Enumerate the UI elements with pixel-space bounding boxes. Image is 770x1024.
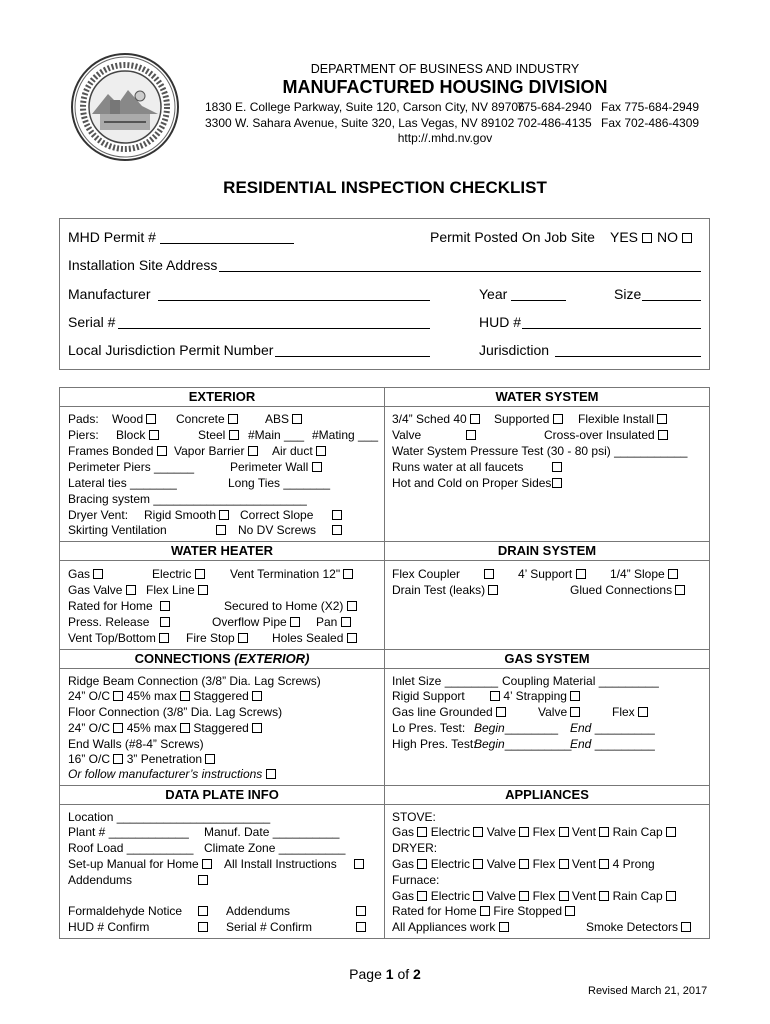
furnace-electric-checkbox[interactable] [473,891,483,901]
formaldehyde-checkbox[interactable] [198,906,208,916]
jurisdiction-field[interactable] [555,356,701,357]
wh-press-row: Press. Release Overflow Pipe Pan [68,615,149,629]
setup-manual-row: Set-up Manual for Home All Install Instructions [68,857,212,871]
flex-coupler-row: Flex Coupler 4’ Support 1/4” Slope [392,567,460,581]
wh-gas-valve-checkbox[interactable] [126,585,136,595]
permit-label: MHD Permit # [68,229,156,245]
addendums-row: Addendums [68,873,132,887]
rated-home-checkbox[interactable] [480,906,490,916]
yes-option[interactable]: YES [610,229,652,245]
stove-vent-checkbox[interactable] [599,827,609,837]
vent-termination-checkbox[interactable] [343,569,353,579]
phone-vegas: 702-486-4135 [517,116,592,130]
furnace-row: Gas Electric Valve Flex Vent Rain Cap [392,889,676,903]
pressure-test-row: Water System Pressure Test (30 - 80 psi) ___________ [392,444,688,458]
gas-system-header: GAS SYSTEM [384,649,710,669]
ridge-oc-checkbox[interactable] [113,691,123,701]
serial-label: Serial # [68,314,116,330]
end-walls-row: End Walls (#8-4” Screws) [68,737,204,751]
manufacturer-field[interactable] [158,300,430,301]
addendums-checkbox[interactable] [198,875,208,885]
no-dv-screws-checkbox[interactable] [332,525,342,535]
faucets-row: Runs water at all faucets [392,460,523,474]
furnace-valve-checkbox[interactable] [519,891,529,901]
year-label: Year [479,286,508,302]
serial-confirm-checkbox[interactable] [356,922,366,932]
phone-carson: 775-684-2940 [517,100,592,114]
furnace-raincap-checkbox[interactable] [666,891,676,901]
gas-valve-checkbox[interactable] [570,707,580,717]
ridge-beam-row: Ridge Beam Connection (3/8” Dia. Lag Screws) [68,674,321,688]
hot-cold-row: Hot and Cold on Proper Sides [392,476,551,490]
ridge-staggered-checkbox[interactable] [252,691,262,701]
wh-vent-row: Vent Top/Bottom Fire Stop Holes Sealed [68,631,169,645]
stove-electric-checkbox[interactable] [473,827,483,837]
dryer-vent-row: Dryer Vent: Rigid Smooth Correct Slope [68,508,128,522]
website[interactable]: http://.mhd.nv.gov [397,131,493,145]
fire-stopped-checkbox[interactable] [565,906,575,916]
jurisdiction-label: Jurisdiction [479,342,550,358]
local-permit-field[interactable] [275,356,430,357]
strapping-checkbox[interactable] [570,691,580,701]
formaldehyde-row: Formaldehyde Notice Addendums [68,904,182,918]
wh-secured-checkbox[interactable] [347,601,357,611]
furnace-gas-checkbox[interactable] [417,891,427,901]
state-seal [70,52,180,162]
endwall-oc-row: 16” O/C 3” Penetration [68,752,215,766]
dryer-valve-checkbox[interactable] [519,859,529,869]
no-option[interactable]: NO [657,229,692,245]
hud-confirm-row: HUD # Confirm Serial # Confirm [68,920,149,934]
fire-stop-checkbox[interactable] [238,633,248,643]
lo-pressure-row: Lo Pres. Test: Begin________ End _________ [392,721,655,735]
frames-bonded-checkbox[interactable] [157,446,167,456]
dryer-flex-checkbox[interactable] [559,859,569,869]
steel-checkbox[interactable] [229,430,239,440]
posted-label: Permit Posted On Job Site [430,229,595,245]
perimeter-wall-checkbox[interactable] [312,462,322,472]
slope-checkbox[interactable] [668,569,678,579]
wh-rated-row: Rated for Home Secured to Home (X2) [68,599,153,613]
manufacturer-label: Manufacturer [68,286,151,302]
stove-row: Gas Electric Valve Flex Vent Rain Cap [392,825,676,839]
glued-checkbox[interactable] [675,585,685,595]
all-appliances-row: All Appliances work Smoke Detectors [392,920,509,934]
floor-45max-checkbox[interactable] [180,723,190,733]
hi-pressure-row: High Pres. Test: Begin__________ End _________ [392,737,655,751]
floor-oc-checkbox[interactable] [113,723,123,733]
floor-oc-row: 24” O/C 45% max Staggered [68,721,262,735]
furnace-label: Furnace: [392,873,440,887]
rigid-smooth-checkbox[interactable] [219,510,229,520]
water-heater-header: WATER HEATER [59,541,385,561]
inlet-row: Inlet Size ________ Coupling Material _________ [392,674,659,688]
install-instructions-checkbox[interactable] [354,859,364,869]
drain-test-row: Drain Test (leaks) Glued Connections [392,583,498,597]
rigid-support-checkbox[interactable] [490,691,500,701]
gas-flex-checkbox[interactable] [638,707,648,717]
dryer-gas-checkbox[interactable] [417,859,427,869]
address-vegas: 3300 W. Sahara Avenue, Suite 320, Las Vegas, NV 89102 [205,116,515,130]
wh-electric-checkbox[interactable] [195,569,205,579]
block-checkbox[interactable] [149,430,159,440]
address-carson: 1830 E. College Parkway, Suite 120, Carson City, NV 89706 [205,100,525,114]
stove-gas-checkbox[interactable] [417,827,427,837]
ridge-45max-checkbox[interactable] [180,691,190,701]
stove-label: STOVE: [392,810,436,824]
page-number: Page 1 of 2 [349,966,421,982]
smoke-detectors-checkbox[interactable] [681,922,691,932]
appliances-header: APPLIANCES [384,785,710,805]
water-system-header: WATER SYSTEM [384,387,710,407]
pan-checkbox[interactable] [341,617,351,627]
furnace-vent-checkbox[interactable] [599,891,609,901]
skirting-checkbox[interactable] [216,525,226,535]
wh-gas-checkbox[interactable] [93,569,103,579]
penetration-checkbox[interactable] [205,754,215,764]
crossover-checkbox[interactable] [658,430,668,440]
correct-slope-checkbox[interactable] [332,510,342,520]
wh-gas-row: Gas Electric Vent Termination 12" [68,567,103,581]
dryer-label: DRYER: [392,841,438,855]
support4-checkbox[interactable] [576,569,586,579]
pads-row: Pads: Wood Concrete ABS [68,412,99,426]
overflow-pipe-checkbox[interactable] [290,617,300,627]
grounded-checkbox[interactable] [496,707,506,717]
vent-top-checkbox[interactable] [159,633,169,643]
rigid-support-row: Rigid Support 4’ Strapping [392,689,465,703]
size-field[interactable] [642,300,701,301]
hud-label: HUD # [479,314,522,330]
department-name: DEPARTMENT OF BUSINESS AND INDUSTRY [310,62,580,76]
stove-flex-checkbox[interactable] [559,827,569,837]
data-plate-header: DATA PLATE INFO [59,785,385,805]
hot-cold-checkbox[interactable] [552,478,562,488]
air-duct-checkbox[interactable] [316,446,326,456]
wood-checkbox[interactable] [146,414,156,424]
concrete-checkbox[interactable] [228,414,238,424]
flex-install-checkbox[interactable] [657,414,667,424]
location-row: Location _______________________ [68,810,271,824]
supported-checkbox[interactable] [553,414,563,424]
follow-instructions-checkbox[interactable] [266,769,276,779]
yes-checkbox[interactable] [642,233,652,243]
abs-checkbox[interactable] [292,414,302,424]
size-label: Size [614,286,642,302]
sched40-row: 3/4” Sched 40 Supported Flexible Install [392,412,480,426]
local-permit-label: Local Jurisdiction Permit Number [68,342,274,358]
wh-valve-row: Gas Valve Flex Line [68,583,136,597]
dryer-vent-checkbox[interactable] [599,859,609,869]
no-checkbox[interactable] [682,233,692,243]
setup-manual-checkbox[interactable] [202,859,212,869]
division-name: MANUFACTURED HOUSING DIVISION [282,77,608,97]
ridge-oc-row: 24” O/C 45% max Staggered [68,689,262,703]
dryer-row: Gas Electric Valve Flex Vent 4 Prong [392,857,655,871]
endwall-oc-checkbox[interactable] [113,754,123,764]
hud-field[interactable] [522,328,701,329]
dryer-electric-checkbox[interactable] [473,859,483,869]
follow-instructions-row: Or follow manufacturer’s instructions [68,767,276,781]
furnace-flex-checkbox[interactable] [559,891,569,901]
site-label: Installation Site Address [68,257,218,273]
year-field[interactable] [511,300,566,301]
ties-row: Lateral ties _______ Long Ties _______ [68,476,331,490]
piers-row: Piers: Block Steel #Main ___ #Mating ___ [68,428,379,442]
serial-field[interactable] [118,328,430,329]
valve-checkbox[interactable] [466,430,476,440]
plant-row: Plant # ____________ Manuf. Date __________ [68,825,340,839]
hud-confirm-checkbox[interactable] [198,922,208,932]
roof-load-row: Roof Load __________ Climate Zone __________ [68,841,346,855]
connections-header: CONNECTIONS (EXTERIOR) [59,649,385,669]
faucets-checkbox[interactable] [552,462,562,472]
sched40-checkbox[interactable] [470,414,480,424]
grounded-row: Gas line Grounded Valve Flex [392,705,506,719]
vapor-barrier-checkbox[interactable] [248,446,258,456]
drain-test-checkbox[interactable] [488,585,498,595]
floor-staggered-checkbox[interactable] [252,723,262,733]
rated-home-row: Rated for Home Fire Stopped [392,904,575,918]
exterior-header: EXTERIOR [59,387,385,407]
form-title: RESIDENTIAL INSPECTION CHECKLIST [223,178,547,197]
floor-conn-row: Floor Connection (3/8” Dia. Lag Screws) [68,705,283,719]
stove-valve-checkbox[interactable] [519,827,529,837]
perimeter-row: Perimeter Piers ______ Perimeter Wall [68,460,194,474]
holes-sealed-checkbox[interactable] [347,633,357,643]
stove-raincap-checkbox[interactable] [666,827,676,837]
permit-field[interactable] [160,243,294,244]
valve-row: Valve Cross-over Insulated [392,428,421,442]
flex-coupler-checkbox[interactable] [484,569,494,579]
wh-rated-checkbox[interactable] [160,601,170,611]
skirting-row: Skirting Ventilation No DV Screws [68,523,167,537]
fax-vegas: Fax 702-486-4309 [601,116,700,130]
fax-carson: Fax 775-684-2949 [601,100,700,114]
all-appliances-checkbox[interactable] [499,922,509,932]
wh-flex-line-checkbox[interactable] [198,585,208,595]
frames-row: Frames Bonded Vapor Barrier Air duct [68,444,167,458]
drain-system-header: DRAIN SYSTEM [384,541,710,561]
site-field[interactable] [219,271,701,272]
bracing-row: Bracing system _______________________ [68,492,307,506]
press-release-checkbox[interactable] [160,617,170,627]
revised-date: Revised March 21, 2017 [588,985,708,997]
addendums2-checkbox[interactable] [356,906,366,916]
